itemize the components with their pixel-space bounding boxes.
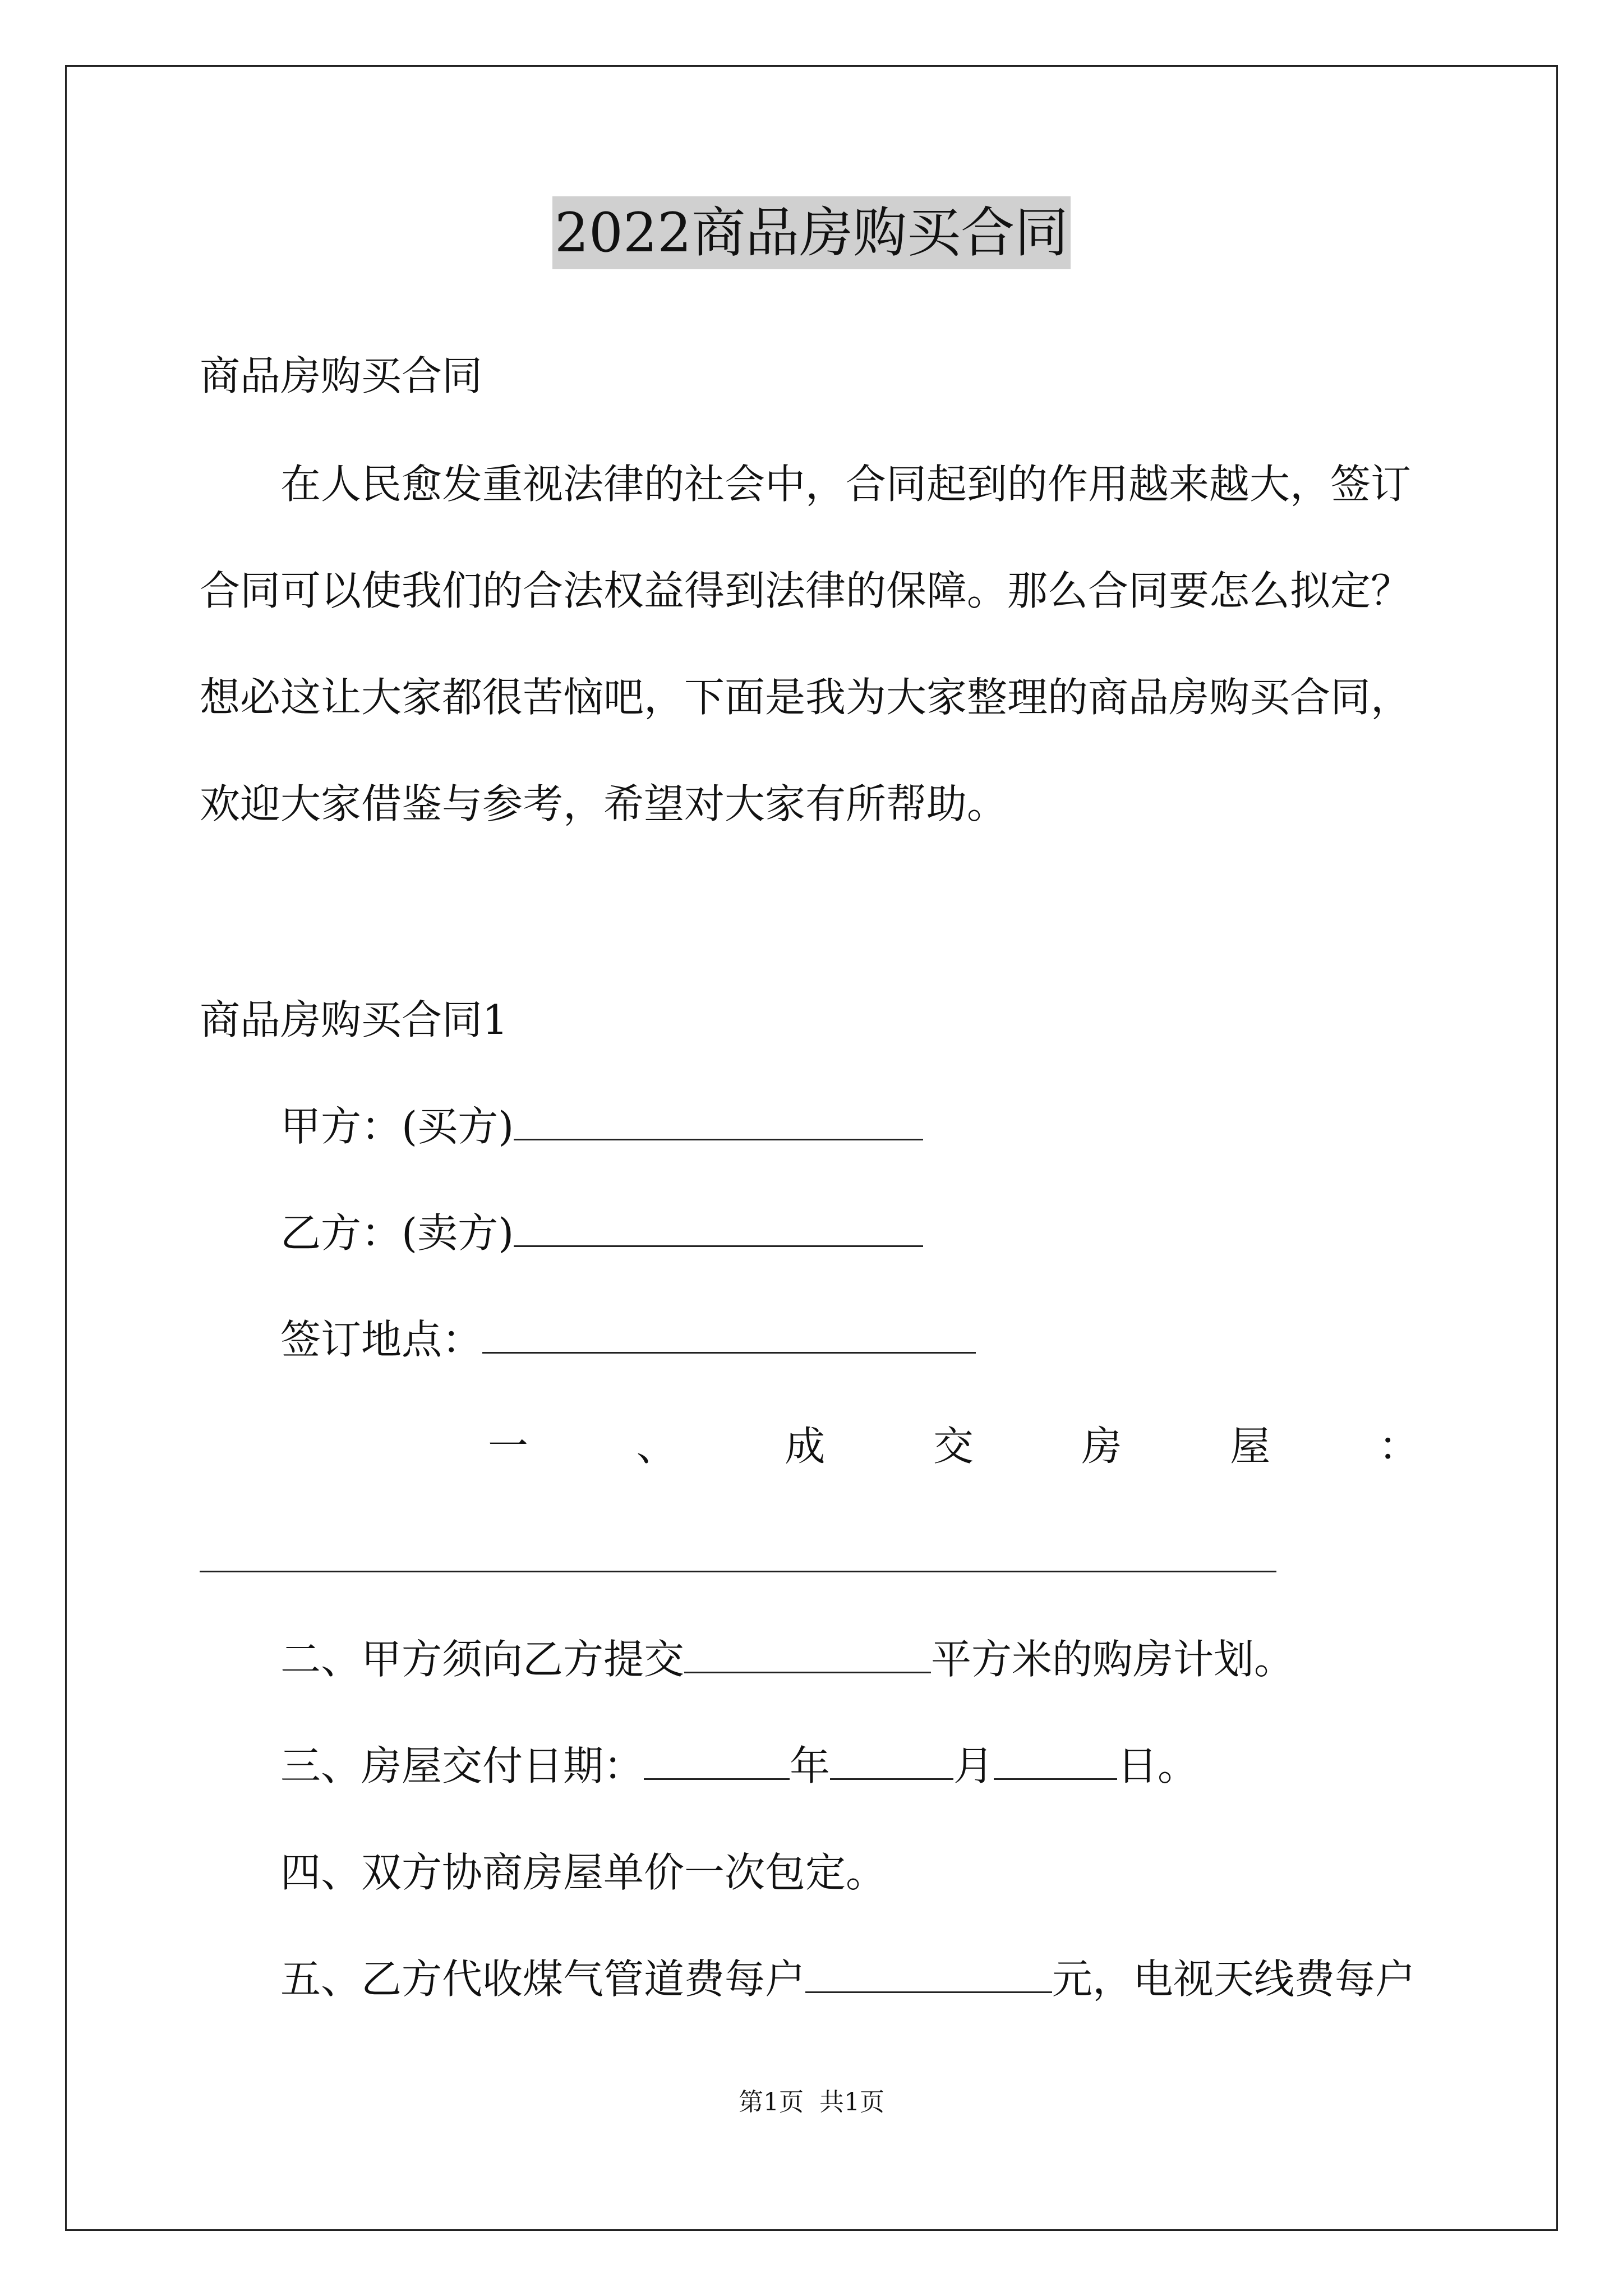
title-container — [0, 196, 1623, 269]
month-label: 月 — [953, 1742, 994, 1789]
sign-place-line — [280, 1313, 976, 1366]
clause-2-text: 二、甲方须向乙方提交 — [280, 1636, 685, 1683]
clause-5-blank — [805, 1957, 1052, 1993]
day-blank — [994, 1743, 1117, 1780]
party-a-blank — [514, 1104, 923, 1140]
clause-1-char: ： — [1378, 1423, 1419, 1470]
intro-line-4: 欢迎大家借鉴与参考，希望对大家有所帮助。 — [200, 780, 1008, 827]
clause-1-char: 交 — [933, 1423, 974, 1470]
clause-2-line — [280, 1632, 1294, 1686]
sign-place-blank — [482, 1317, 976, 1354]
clause-4-line: 四、双方协商房屋单价一次包定。 — [280, 1849, 887, 1896]
document-subtitle: 商品房购买合同 — [200, 352, 483, 399]
clause-5-text: 五、乙方代收煤气管道费每户 — [280, 1955, 806, 2003]
document-title: 2022商品房购买合同 — [552, 196, 1071, 269]
clause-1-heading — [488, 1419, 1419, 1473]
party-b-line — [280, 1206, 923, 1260]
intro-line-2: 合同可以使我们的合法权益得到法律的保障。那么合同要怎么拟定？ — [200, 567, 1412, 614]
sign-place-label: 签订地点： — [280, 1316, 483, 1363]
section-heading: 商品房购买合同1 — [200, 996, 508, 1043]
clause-5-line — [280, 1952, 1415, 2006]
page-footer — [0, 2086, 1623, 2119]
party-b-label: 乙方：(卖方) — [280, 1209, 514, 1257]
party-a-label: 甲方：(买方) — [280, 1103, 514, 1150]
clause-2-suffix: 平方米的购房计划。 — [931, 1636, 1295, 1683]
clause-1-char: 、 — [636, 1423, 677, 1470]
intro-line-3: 想必这让大家都很苦恼吧，下面是我为大家整理的商品房购买合同， — [200, 674, 1412, 721]
clause-2-blank — [684, 1637, 931, 1673]
page-total: 共1页 — [819, 2088, 884, 2116]
day-label: 日。 — [1117, 1742, 1198, 1789]
clause-1-blank — [200, 1571, 1276, 1572]
intro-line-1: 在人民愈发重视法律的社会中，合同起到的作用越来越大，签订 — [280, 461, 1412, 508]
month-blank — [830, 1743, 953, 1780]
clause-1-char: 房 — [1081, 1423, 1122, 1470]
page-number: 第1页 — [739, 2088, 804, 2116]
year-blank — [644, 1743, 790, 1780]
clause-1-char: 屋 — [1230, 1423, 1271, 1470]
clause-3-text: 三、房屋交付日期： — [280, 1742, 644, 1789]
party-a-line — [280, 1099, 923, 1153]
clause-1-char: 一 — [488, 1423, 529, 1470]
clause-3-line — [280, 1739, 1198, 1793]
year-label: 年 — [790, 1742, 831, 1789]
party-b-blank — [514, 1211, 923, 1247]
clause-1-char: 成 — [785, 1423, 826, 1470]
clause-5-suffix: 元，电视天线费每户 — [1052, 1955, 1416, 2003]
